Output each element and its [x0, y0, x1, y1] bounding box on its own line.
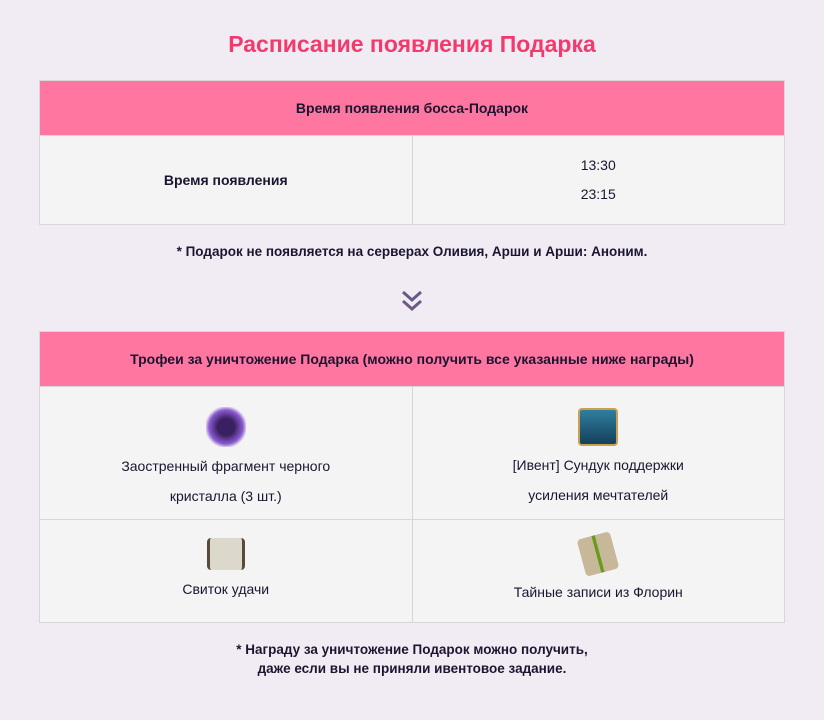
- reward-name: усиления мечтателей: [528, 486, 669, 503]
- scroll-icon: [207, 538, 245, 570]
- reward-note-line: даже если вы не приняли ивентовое задание.: [257, 661, 567, 676]
- server-note: * Подарок не появляется на серверах Оливия, Арши и Арши: Аноним.: [176, 244, 648, 259]
- rewards-table: [39, 331, 785, 623]
- reward-item: [412, 387, 785, 520]
- black-crystal-fragment-icon: [206, 407, 246, 447]
- reward-item: [40, 520, 413, 623]
- spawn-times: [412, 136, 785, 225]
- rewards-header: Трофеи за уничтожение Подарка (можно получить все указанные ниже награды): [40, 332, 785, 387]
- reward-name: Свиток удачи: [182, 580, 270, 597]
- secret-notes-icon: [577, 531, 620, 577]
- page-title: Расписание появления Подарка: [228, 31, 596, 57]
- reward-name: кристалла (3 шт.): [169, 487, 282, 504]
- schedule-header: Время появления босса-Подарок: [40, 81, 785, 136]
- reward-note: [0, 640, 824, 678]
- double-chevron-down-icon: [401, 289, 423, 313]
- chest-icon: [578, 408, 618, 446]
- schedule-table: [39, 80, 785, 225]
- reward-item: [40, 387, 413, 520]
- reward-item: [412, 520, 785, 623]
- spawn-time: 13:30: [580, 157, 616, 173]
- spawn-time: 23:15: [580, 186, 616, 202]
- reward-name: [Ивент] Сундук поддержки: [512, 456, 684, 473]
- spawn-time-label: Время появления: [40, 136, 413, 225]
- reward-name: Тайные записи из Флорин: [513, 583, 683, 600]
- reward-note-line: * Награду за уничтожение Подарок можно получить,: [236, 642, 588, 657]
- reward-name: Заостренный фрагмент черного: [121, 457, 331, 474]
